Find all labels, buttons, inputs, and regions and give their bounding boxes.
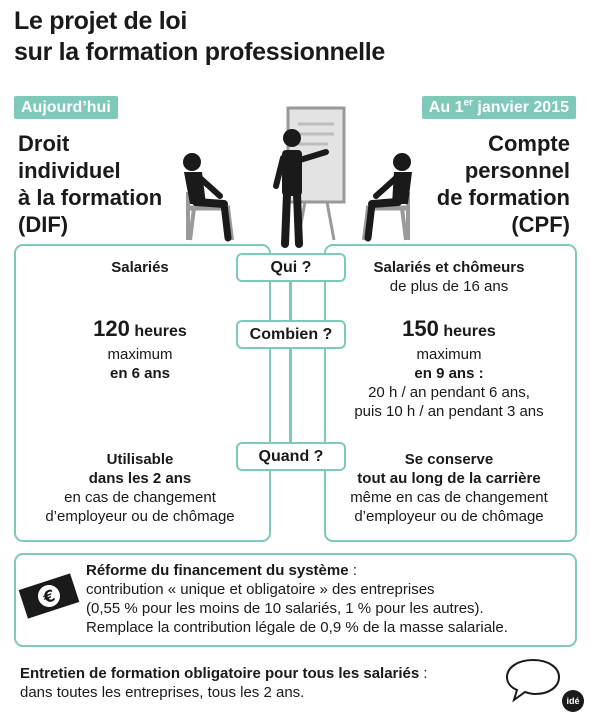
- today-badge: Aujourd’hui: [14, 96, 118, 119]
- page-title: [14, 6, 385, 68]
- question-combien: Combien ?: [236, 320, 346, 349]
- speech-bubble-icon: [504, 656, 562, 704]
- cpf-combien: 150 heures maximum en 9 ans : 20 h / an pendant 6 ans, puis 10 h / an pendant 3 ans: [354, 316, 544, 420]
- ide-logo: idé: [562, 690, 584, 712]
- svg-text:€: €: [40, 585, 58, 608]
- title-line-2: sur la formation professionnelle: [14, 38, 386, 66]
- euro-banknote-icon: [18, 573, 80, 619]
- connector-1: [289, 280, 292, 320]
- question-quand: Quand ?: [236, 442, 346, 471]
- dif-quand: Utilisable dans les 2 ans en cas de changement d’employeur ou de chômage: [45, 451, 235, 525]
- cpf-qui: Salariés et chômeurs de plus de 16 ans: [373, 259, 525, 295]
- seated-person-left-icon: [183, 153, 232, 240]
- cpf-quand: Se conserve tout au long de la carrière même en cas de changement d’employeur ou de chômage: [350, 451, 548, 525]
- training-illustration: [170, 100, 420, 248]
- connector-2: [289, 348, 292, 442]
- question-qui: Qui ?: [236, 253, 346, 282]
- entretien-text: Entretien de formation obligatoire pour tous les salariés : dans toutes les entreprises, tous les 2 ans.: [20, 665, 428, 701]
- cpf-name: Compte personnel de formation (CPF): [436, 131, 570, 237]
- dif-combien: 120 heures maximum en 6 ans: [93, 316, 187, 382]
- date-badge: Au 1er janvier 2015: [422, 96, 576, 119]
- financing-text: Réforme du financement du système : contribution « unique et obligatoire » des entreprises (0,55 % pour les moins de 10 salariés, 1 % pour les autres). Remplace la contribution légale de 0,9 % de la masse salariale.: [86, 562, 508, 636]
- title-line-1: Le projet de loi: [14, 7, 187, 35]
- seated-person-right-icon: [364, 153, 412, 240]
- dif-qui: Salariés: [111, 259, 169, 276]
- dif-name: Droit individuel à la formation (DIF): [18, 131, 163, 237]
